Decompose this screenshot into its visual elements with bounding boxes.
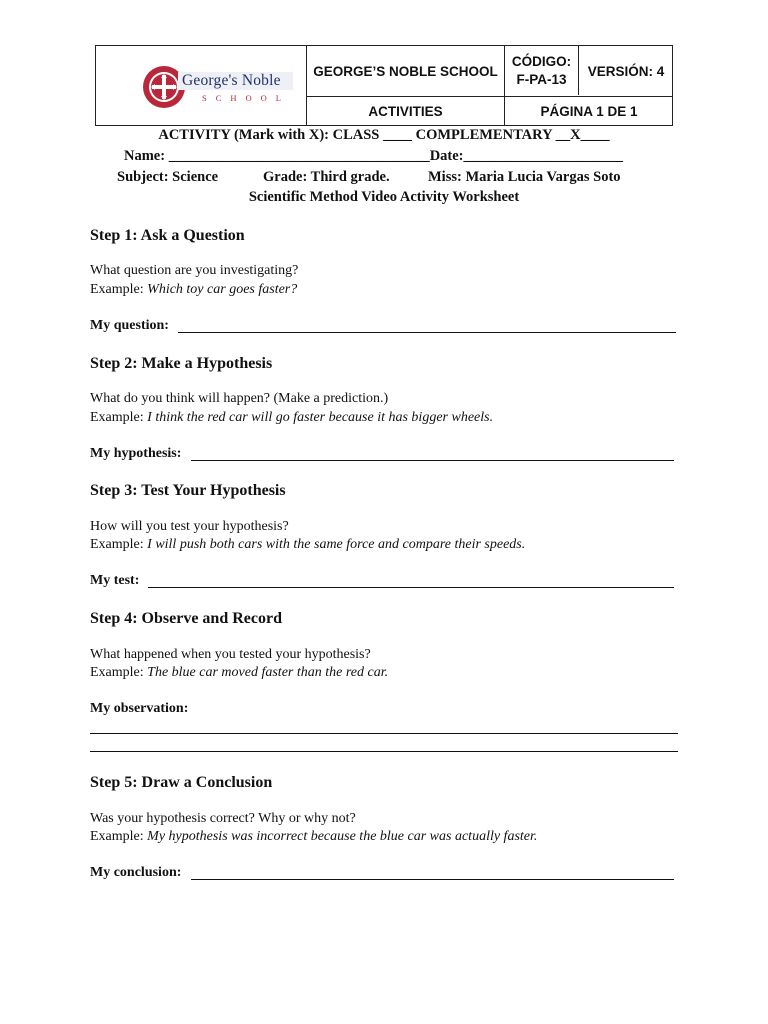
name-date-line: Name: ____________________________________Date:______________________ (124, 148, 624, 164)
step-1-answer-label: My question: (90, 318, 169, 333)
step-4-answer-label: My observation: (90, 701, 189, 716)
step-1-title: Step 1: Ask a Question (90, 227, 245, 244)
example-label: Example: (90, 537, 148, 552)
step-1-example (90, 282, 297, 298)
example-text: Which toy car goes faster? (147, 282, 298, 297)
step-5-answer-line[interactable] (191, 879, 674, 880)
step-1-question: What question are you investigating? (90, 263, 299, 278)
step-2-answer-line[interactable] (191, 460, 674, 461)
step-3-example (90, 537, 525, 553)
codigo-value: F-PA-13 (516, 72, 567, 87)
version-cell: VERSIÓN: 4 (587, 63, 665, 79)
step-1-answer-line[interactable] (178, 332, 676, 333)
example-label: Example: (90, 410, 148, 425)
step-2-example (90, 410, 493, 426)
step-5-example (90, 829, 537, 845)
step-3-answer-label: My test: (90, 573, 140, 588)
step-2-answer-label: My hypothesis: (90, 446, 182, 461)
document-header-table (95, 45, 673, 126)
step-5-question: Was your hypothesis correct? Why or why not? (90, 811, 356, 826)
codigo-label: CÓDIGO: (511, 54, 572, 69)
subject-text: Subject: Science (117, 169, 219, 185)
example-label: Example: (90, 282, 148, 297)
codigo-cell (505, 46, 578, 96)
grade-text: Grade: Third grade. (263, 169, 390, 185)
school-logo (96, 46, 306, 125)
step-3-answer-line[interactable] (148, 587, 674, 588)
example-text: I think the red car will go faster because it has bigger wheels. (147, 410, 494, 425)
example-text: The blue car moved faster than the red car. (147, 665, 389, 680)
step-5-title: Step 5: Draw a Conclusion (90, 774, 273, 791)
step-4-answer-line-2[interactable] (90, 751, 678, 752)
step-3-question: How will you test your hypothesis? (90, 519, 289, 534)
example-label: Example: (90, 829, 148, 844)
logo-wordmark: George's Noble (182, 72, 281, 89)
step-5-answer-label: My conclusion: (90, 865, 182, 880)
step-4-answer-line-1[interactable] (90, 733, 678, 734)
example-text: I will push both cars with the same force and compare their speeds. (147, 537, 526, 552)
step-4-example (90, 665, 388, 681)
activities-cell: ACTIVITIES (368, 103, 443, 119)
step-4-question: What happened when you tested your hypothesis? (90, 647, 371, 662)
pagina-cell: PÁGINA 1 DE 1 (540, 103, 638, 119)
step-2-question: What do you think will happen? (Make a prediction.) (90, 391, 389, 406)
teacher-text: Miss: Maria Lucia Vargas Soto (428, 169, 621, 185)
step-3-title: Step 3: Test Your Hypothesis (90, 482, 286, 499)
school-name-cell: GEORGE’S NOBLE SCHOOL (313, 63, 498, 79)
logo-subtitle: SCHOOL (202, 93, 291, 103)
example-label: Example: (90, 665, 148, 680)
example-text: My hypothesis was incorrect because the blue car was actually faster. (147, 829, 538, 844)
step-4-title: Step 4: Observe and Record (90, 610, 282, 627)
activity-type-line: ACTIVITY (Mark with X): CLASS ____ COMPLEMENTARY __X____ (158, 127, 610, 143)
step-2-title: Step 2: Make a Hypothesis (90, 355, 273, 372)
worksheet-title: Scientific Method Video Activity Worksheet (248, 189, 520, 205)
